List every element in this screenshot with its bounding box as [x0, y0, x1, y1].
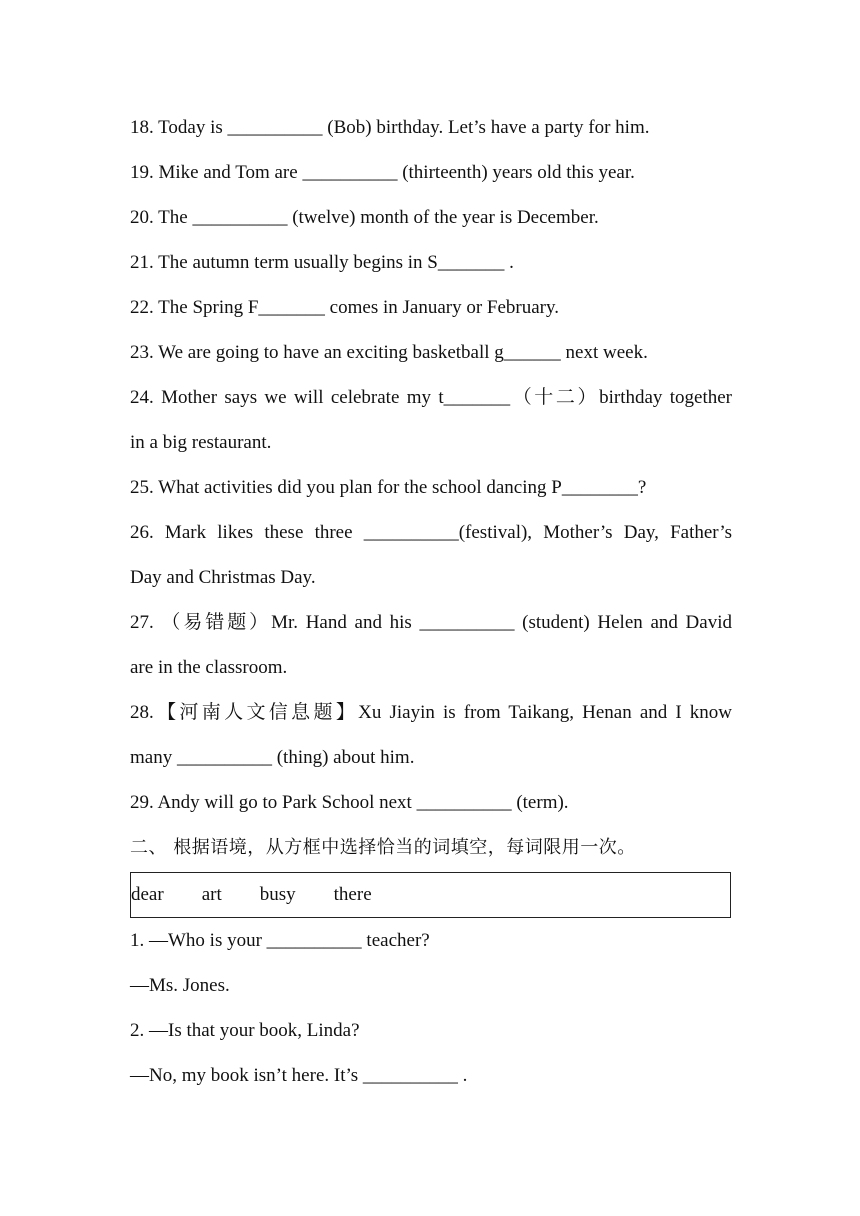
question-24-line2: in a big restaurant.	[130, 432, 272, 453]
question-28-line2: many __________ (thing) about him.	[130, 747, 415, 768]
question-28-line1: 28.【河南人文信息题】Xu Jiayin is from Taikang, Henan and I know	[130, 702, 732, 723]
question-24-line1: 24. Mother says we will celebrate my t_______（十二）birthday together	[130, 387, 732, 408]
dialogue-2-answer: —No, my book isn’t here. It’s __________ .	[130, 1065, 468, 1086]
question-22: 22. The Spring F_______ comes in January or February.	[130, 297, 560, 318]
section-2-heading: 二、 根据语境，从方框中选择恰当的词填空，每词限用一次。	[130, 837, 636, 858]
word-bank-item: there	[333, 884, 372, 905]
word-bank-box	[130, 872, 731, 918]
question-21: 21. The autumn term usually begins in S_______ .	[130, 252, 514, 273]
dialogue-2-question: 2. —Is that your book, Linda?	[130, 1020, 360, 1041]
dialogue-1-question: 1. —Who is your __________ teacher?	[130, 930, 430, 951]
question-29: 29. Andy will go to Park School next __________ (term).	[130, 792, 569, 813]
question-27-line1: 27. （易错题）Mr. Hand and his __________ (student) Helen and David	[130, 612, 732, 633]
dialogue-1-answer: —Ms. Jones.	[130, 975, 230, 996]
word-bank-item: art	[201, 884, 222, 905]
question-27-line2: are in the classroom.	[130, 657, 288, 678]
question-20: 20. The __________ (twelve) month of the year is December.	[130, 207, 599, 228]
question-25: 25. What activities did you plan for the school dancing P________?	[130, 477, 647, 498]
question-19: 19. Mike and Tom are __________ (thirteenth) years old this year.	[130, 162, 635, 183]
worksheet-page	[130, 105, 732, 1098]
question-26-line2: Day and Christmas Day.	[130, 567, 316, 588]
question-18: 18. Today is __________ (Bob) birthday. Let’s have a party for him.	[130, 117, 650, 138]
word-bank-item: busy	[259, 884, 296, 905]
word-bank-item: dear	[131, 884, 164, 905]
question-23: 23. We are going to have an exciting basketball g______ next week.	[130, 342, 648, 363]
question-26-line1: 26. Mark likes these three __________(festival), Mother’s Day, Father’s	[130, 522, 732, 543]
